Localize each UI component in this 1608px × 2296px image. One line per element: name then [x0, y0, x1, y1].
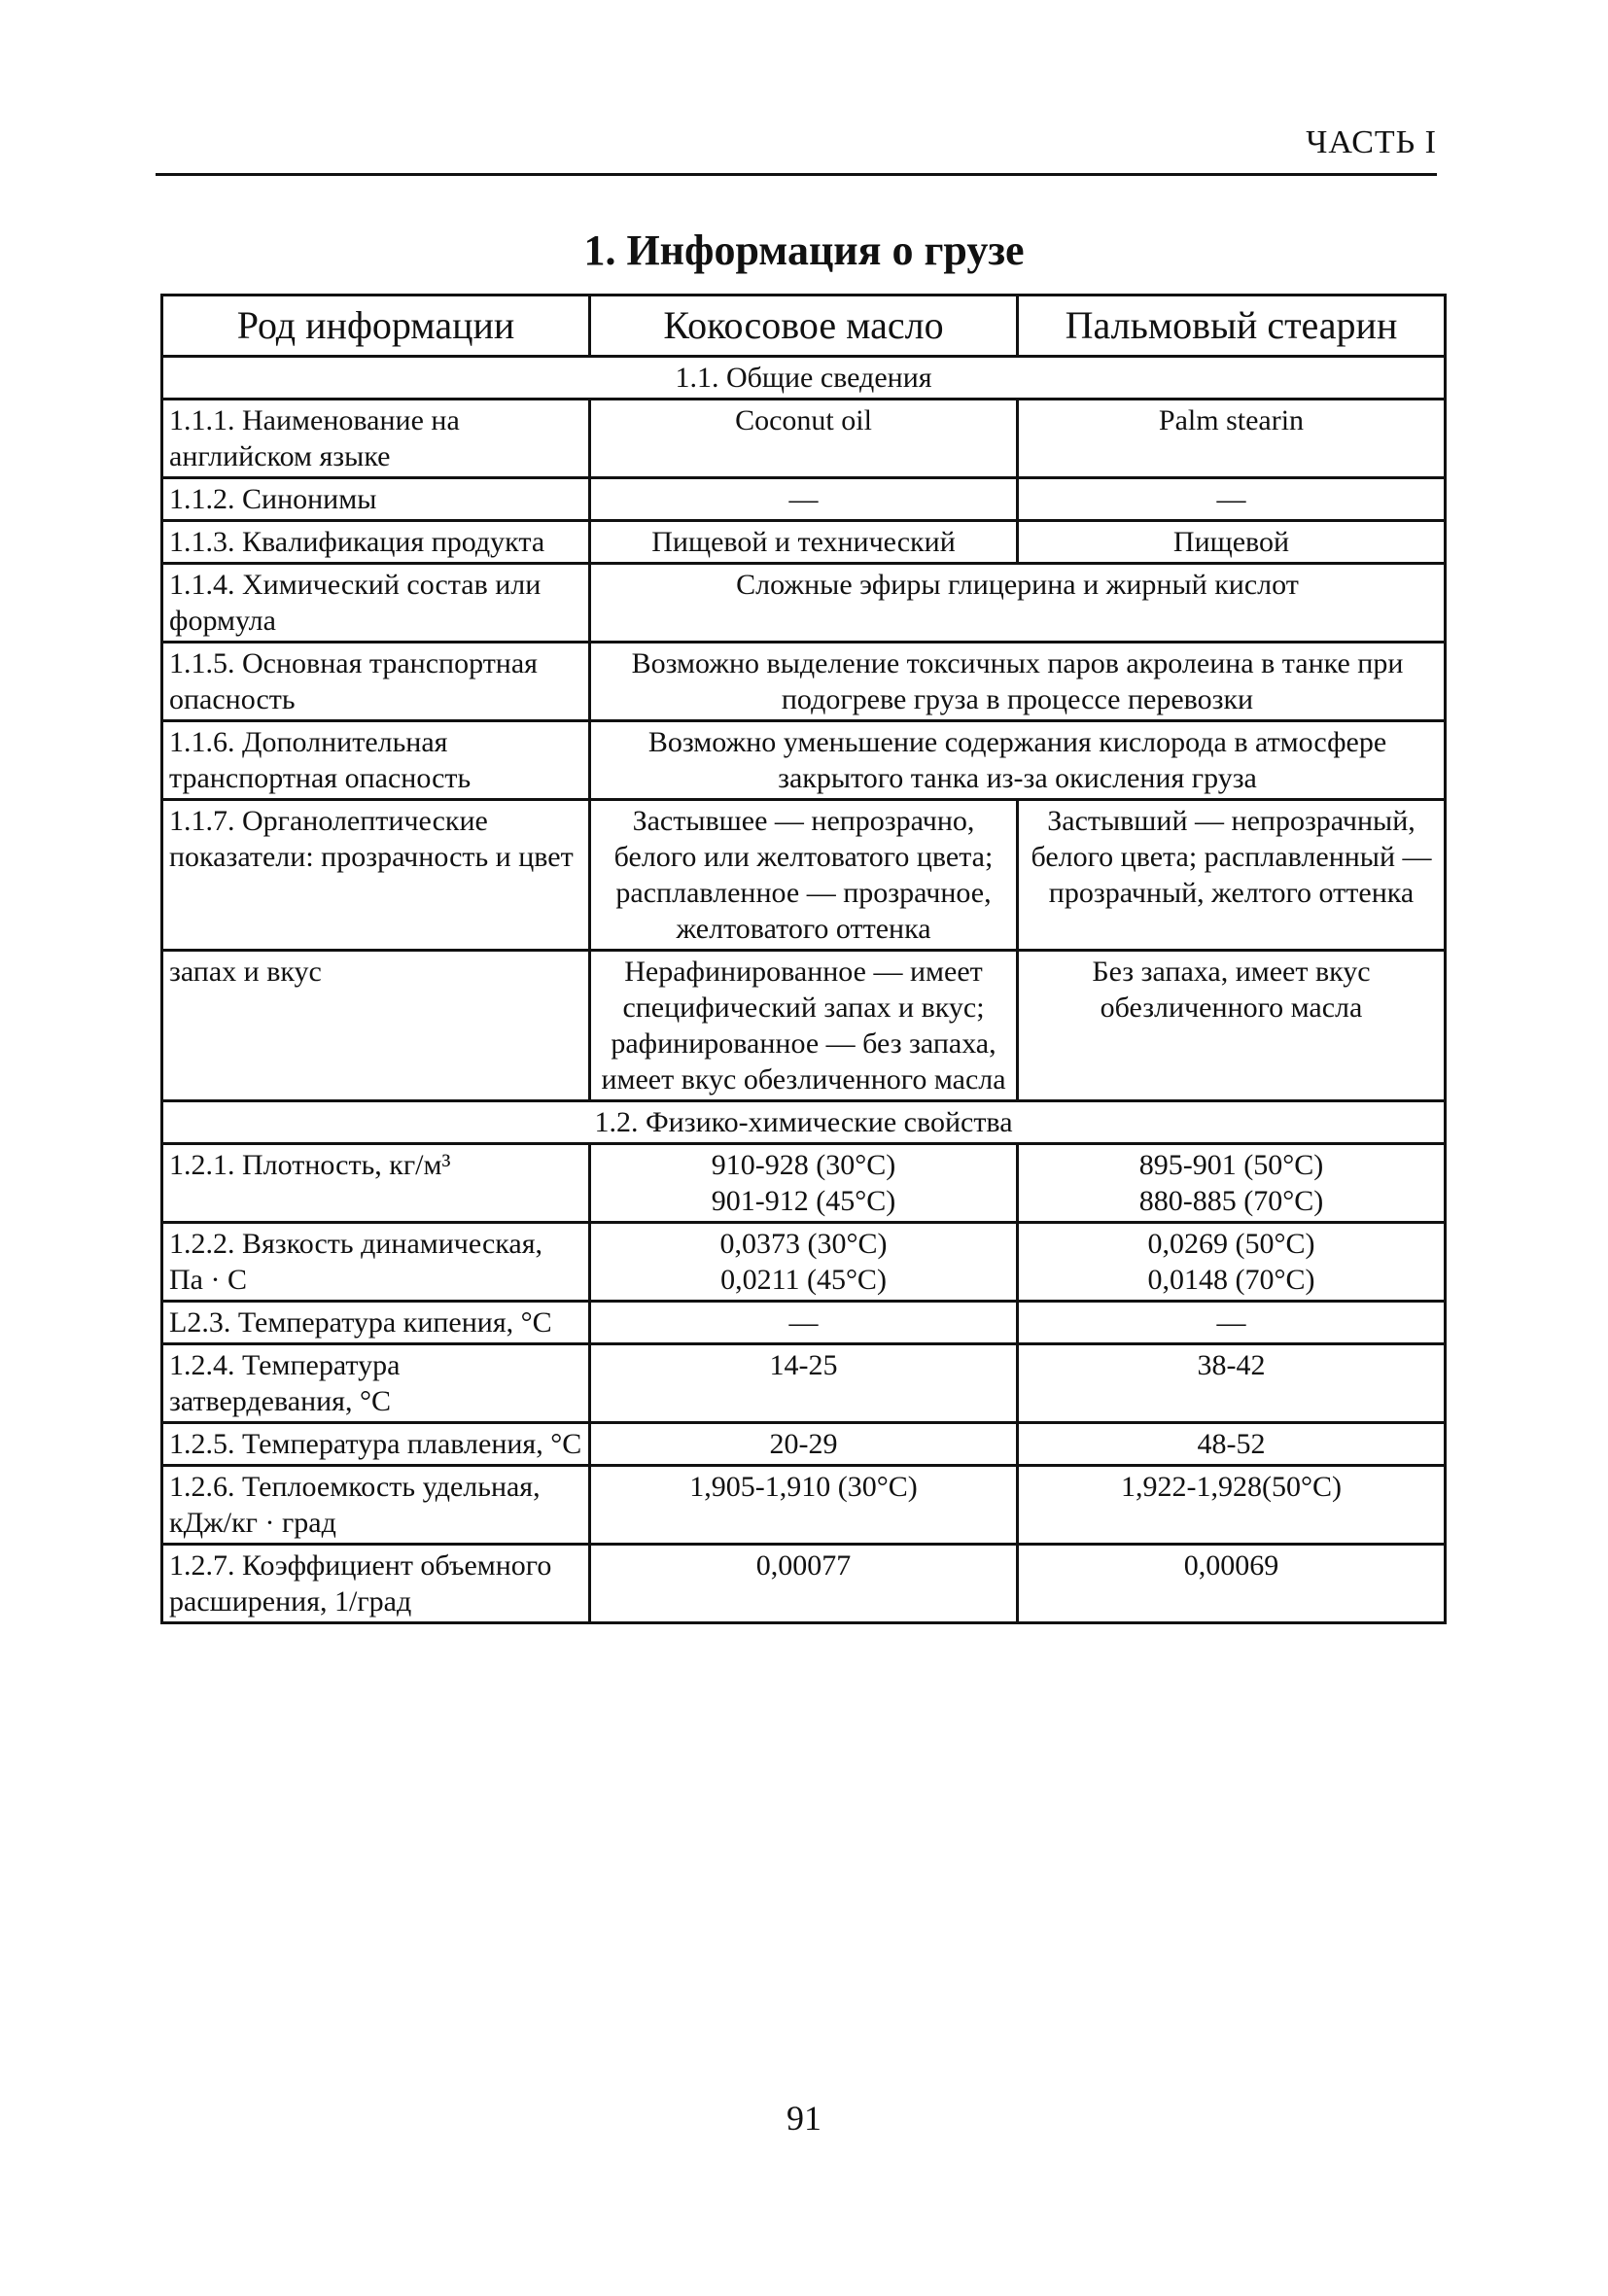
table-row — [162, 951, 1446, 1101]
merged-value: Сложные эфиры глицерина и жирный кислот — [590, 564, 1446, 643]
row-label: 1.1.5. Основная транспортная опасность — [162, 643, 590, 721]
table-row — [162, 564, 1446, 643]
coconut-value: Нерафинированное — имеет специфический запах и вкус; рафинированное — без запаха, имеет вкус обезличенного масла — [590, 951, 1018, 1101]
palm-value: Palm stearin — [1018, 400, 1446, 478]
column-header: Род информации — [162, 296, 590, 357]
row-label: 1.1.4. Химический состав или формула — [162, 564, 590, 643]
coconut-value: 20-29 — [590, 1423, 1018, 1466]
coconut-value: — — [590, 478, 1018, 521]
coconut-value: Пищевой и технический — [590, 521, 1018, 564]
table-row — [162, 1423, 1446, 1466]
section-row — [162, 357, 1446, 400]
merged-value: Возможно уменьшение содержания кислорода в атмосфере закрытого танка из-за окисления груза — [590, 721, 1446, 800]
coconut-value: 14-25 — [590, 1344, 1018, 1423]
row-label: 1.1.7. Органолептические показатели: прозрачность и цвет — [162, 800, 590, 951]
table-row — [162, 800, 1446, 951]
table-row — [162, 478, 1446, 521]
row-label: 1.2.1. Плотность, кг/м³ — [162, 1144, 590, 1223]
merged-value: Возможно выделение токсичных паров акролеина в танке при подогреве груза в процессе перевозки — [590, 643, 1446, 721]
header-rule — [156, 173, 1437, 176]
row-label: 1.2.5. Температура плавления, °С — [162, 1423, 590, 1466]
coconut-value: Coconut oil — [590, 400, 1018, 478]
coconut-value: 0,0373 (30°С) 0,0211 (45°С) — [590, 1223, 1018, 1302]
row-label: 1.1.6. Дополнительная транспортная опасность — [162, 721, 590, 800]
page-number: 91 — [787, 2099, 821, 2138]
palm-value: 1,922-1,928(50°С) — [1018, 1466, 1446, 1545]
table-row — [162, 721, 1446, 800]
column-header: Кокосовое масло — [590, 296, 1018, 357]
table-row — [162, 643, 1446, 721]
section-row — [162, 1101, 1446, 1144]
palm-value: Пищевой — [1018, 521, 1446, 564]
coconut-value: 1,905-1,910 (30°С) — [590, 1466, 1018, 1545]
coconut-value: Застывшее — непрозрачно, белого или желтоватого цвета; расплавленное — прозрачное, желтоватого оттенка — [590, 800, 1018, 951]
palm-value: Без запаха, имеет вкус обезличенного масла — [1018, 951, 1446, 1101]
table-row — [162, 521, 1446, 564]
palm-value: Застывший — непрозрачный, белого цвета; расплавленный — прозрачный, желтого оттенка — [1018, 800, 1446, 951]
column-header: Пальмовый стеарин — [1018, 296, 1446, 357]
palm-value: 0,0269 (50°С) 0,0148 (70°С) — [1018, 1223, 1446, 1302]
table-row — [162, 1144, 1446, 1223]
row-label: 1.2.4. Температура затвердевания, °С — [162, 1344, 590, 1423]
row-label: 1.2.2. Вязкость динамическая, Па · С — [162, 1223, 590, 1302]
table-row — [162, 1302, 1446, 1344]
row-label: 1.2.6. Теплоемкость удельная, кДж/кг · град — [162, 1466, 590, 1545]
section-title: 1.2. Физико-химические свойства — [162, 1101, 1446, 1144]
table-header-row — [162, 296, 1446, 357]
cargo-info-table — [160, 294, 1447, 1624]
palm-value: 48-52 — [1018, 1423, 1446, 1466]
coconut-value: 0,00077 — [590, 1545, 1018, 1623]
palm-value: 38-42 — [1018, 1344, 1446, 1423]
section-title: 1.1. Общие сведения — [162, 357, 1446, 400]
coconut-value: — — [590, 1302, 1018, 1344]
row-label: L2.3. Температура кипения, °С — [162, 1302, 590, 1344]
table-row — [162, 400, 1446, 478]
page-title: 1. Информация о грузе — [583, 226, 1025, 274]
row-label: запах и вкус — [162, 951, 590, 1101]
row-label: 1.2.7. Коэффициент объемного расширения, 1/град — [162, 1545, 590, 1623]
coconut-value: 910-928 (30°С) 901-912 (45°С) — [590, 1144, 1018, 1223]
palm-value: — — [1018, 1302, 1446, 1344]
table-row — [162, 1466, 1446, 1545]
palm-value: 895-901 (50°С) 880-885 (70°С) — [1018, 1144, 1446, 1223]
row-label: 1.1.2. Синонимы — [162, 478, 590, 521]
table-row — [162, 1545, 1446, 1623]
row-label: 1.1.1. Наименование на английском языке — [162, 400, 590, 478]
table-row — [162, 1223, 1446, 1302]
palm-value: 0,00069 — [1018, 1545, 1446, 1623]
row-label: 1.1.3. Квалификация продукта — [162, 521, 590, 564]
part-header: ЧАСТЬ I — [1306, 124, 1437, 160]
palm-value: — — [1018, 478, 1446, 521]
table-row — [162, 1344, 1446, 1423]
